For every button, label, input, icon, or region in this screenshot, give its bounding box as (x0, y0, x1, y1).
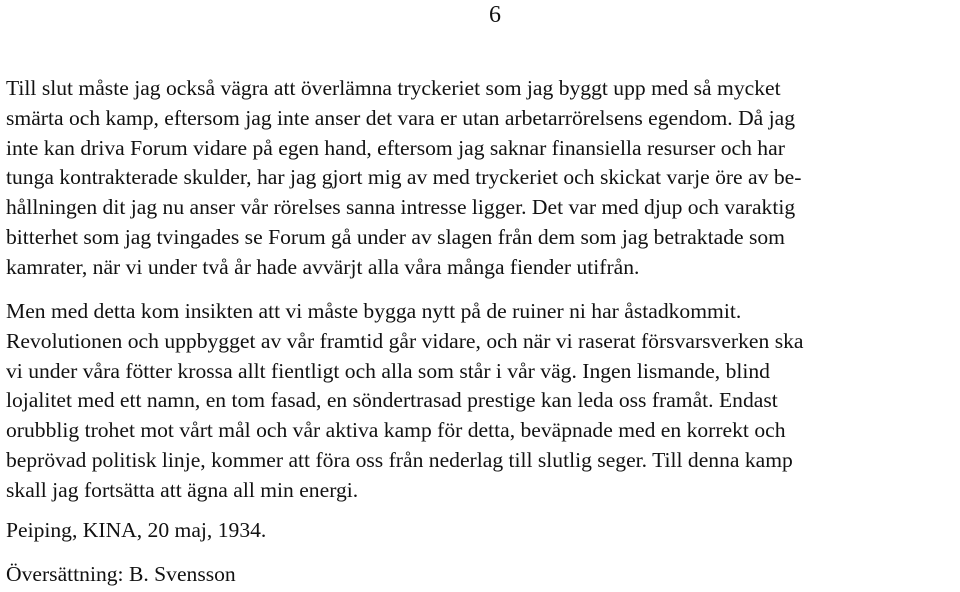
paragraph-insight (6, 297, 803, 506)
text-line: Revolutionen och uppbygget av vår framtid går vidare, och när vi raserat försvarsverken ska (6, 328, 804, 353)
translator-credit (6, 560, 236, 590)
text-line: Peiping, KINA, 20 maj, 1934. (6, 518, 267, 542)
text-line: Till slut måste jag också vägra att överlämna tryckeriet som jag byggt upp med så mycket (6, 76, 781, 100)
text-line: lojalitet med ett namn, en tom fasad, en söndertrasad prestige kan leda oss framåt. Endast (6, 388, 778, 413)
paragraph-letter-closing (6, 74, 801, 283)
text-line: Men med detta kom insikten att vi måste bygga nytt på de ruiner ni har åstadkommit. (6, 299, 742, 323)
text-line: tunga kontrakterade skulder, har jag gjort mig av med tryckeriet och skickat varje öre av be- (6, 165, 802, 190)
text-line: Översättning: B. Svensson (6, 562, 236, 586)
text-line: orubblig trohet mot vårt mål och vår aktiva kamp för detta, beväpnade med en korrekt och (6, 418, 786, 443)
text-line: beprövad politisk linje, kommer att föra oss från nederlag till slutlig seger. Till denna kamp (6, 447, 793, 472)
text-line: bitterhet som jag tvingades se Forum gå under av slagen från dem som jag betraktade som (6, 224, 785, 249)
page-number: 6 (489, 2, 501, 28)
text-line: vi under våra fötter krossa allt fientligt och alla som står i vår väg. Ingen lismande, blind (6, 358, 770, 383)
text-line: kamrater, när vi under två år hade avvärjt alla våra många fiender utifrån. (6, 254, 640, 279)
text-line: hållningen dit jag nu anser vår rörelses sanna intresse ligger. Det var med djup och varaktig (6, 195, 796, 220)
text-line: skall jag fortsätta att ägna all min energi. (6, 477, 359, 502)
text-line: smärta och kamp, eftersom jag inte anser det vara er utan arbetarrörelsens egendom. Då jag (6, 105, 796, 130)
text-line: inte kan driva Forum vidare på egen hand, eftersom jag saknar finansiella resurser och har (6, 135, 785, 160)
place-date-line (6, 516, 266, 546)
